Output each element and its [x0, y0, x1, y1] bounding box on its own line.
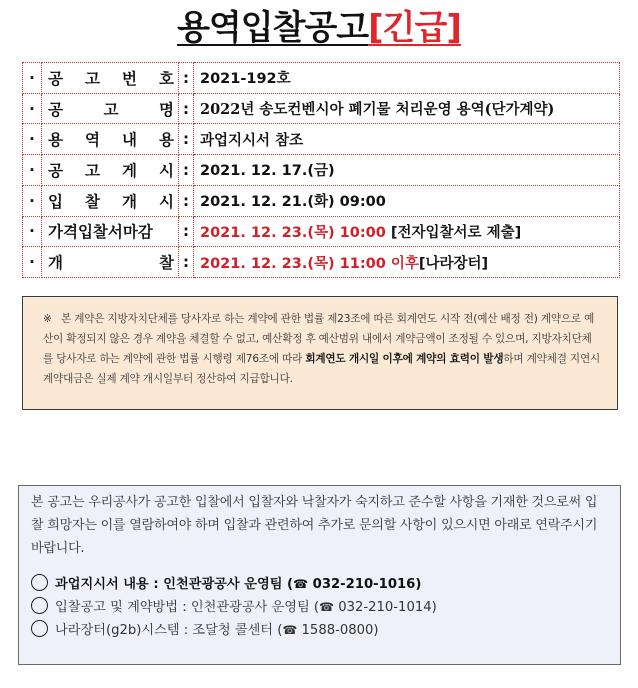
row-bullet: ·: [23, 247, 42, 278]
bid-info-table: [22, 62, 620, 278]
page-title: [0, 6, 638, 50]
row-bullet: ·: [23, 63, 42, 94]
row-value-bid-opening: [194, 247, 620, 278]
contact-info-box: [18, 485, 621, 665]
row-label-price-bid-deadline: 가격입찰서마감: [48, 223, 153, 242]
title-urgent-badge: [긴급]: [368, 8, 461, 48]
reference-mark-icon: ※: [43, 313, 52, 325]
row-label-notice-name: 공 고 명: [48, 100, 174, 119]
contact-line-g2b-system: [31, 619, 608, 642]
notice-text-b: 하며 계약체결 지연시 계약대금은 실제 계약 개시일부터 정산하여 지급합니다.: [43, 353, 601, 385]
contact-line-task-order: [31, 573, 608, 596]
row-bullet: ·: [23, 124, 42, 155]
contact-line-text: 과업지시서 내용 : 인천관광공사 운영팀 (: [55, 577, 294, 592]
row-colon: :: [179, 247, 194, 278]
row-value-price-bid-deadline: [194, 216, 620, 247]
row-label-bid-opening: 개 찰: [48, 254, 174, 273]
notice-text-a: 본 계약은 지방자치단체를 당사자로 하는 계약에 관한 법률 제23조에 따른 회계연도 시작 전(예산 배정 전) 계약으로 예산이 확정되지 않은 경우 계약을 체결할 수 없고, 예산확정 후 예산범위 내에서 계약금액이 조정될 수 있으며, 지방자치단체를 당사자로 하는 계약에 관한 법률 시행령 제76조에 따라: [43, 313, 595, 365]
table-row: [23, 93, 620, 124]
deadline-datetime: 2021. 12. 23.(목) 10:00: [200, 224, 386, 241]
row-bullet: ·: [23, 155, 42, 186]
contact-line-text: 나라장터(g2b)시스템 : 조달청 콜센터 (: [55, 623, 283, 638]
row-colon: :: [179, 216, 194, 247]
contract-notice-box: [22, 296, 618, 410]
table-row: [23, 185, 620, 216]
opening-note: [나라장터]: [418, 255, 489, 272]
contact-line-bid-method: [31, 596, 608, 619]
phone-icon: ☎: [293, 577, 309, 591]
table-row: [23, 155, 620, 186]
row-colon: :: [179, 93, 194, 124]
table-row: [23, 247, 620, 278]
row-label-service-content: 용 역 내 용: [48, 131, 174, 150]
row-colon: :: [179, 63, 194, 94]
row-value-service-content: 과업지시서 참조: [194, 124, 620, 155]
row-bullet: ·: [23, 93, 42, 124]
row-value-notice-name: 2022년 송도컨벤시아 폐기물 처리운영 용역(단가계약): [194, 93, 620, 124]
row-value-bid-start: 2021. 12. 21.(화) 09:00: [194, 185, 620, 216]
row-colon: :: [179, 124, 194, 155]
row-value-notice-number: 2021-192호: [194, 63, 620, 94]
row-bullet: ·: [23, 185, 42, 216]
contact-phone: 1588-0800): [301, 623, 379, 638]
row-colon: :: [179, 155, 194, 186]
row-colon: :: [179, 185, 194, 216]
phone-icon: ☎: [319, 600, 334, 614]
row-label-bid-start: 입 찰 개 시: [48, 192, 174, 211]
contact-intro: 본 공고는 우리공사가 공고한 입찰에서 입찰자와 낙찰자가 숙지하고 준수할 사항을 기재한 것으로써 입찰 희망자는 이를 열람하여야 하며 입찰과 관련하여 추가로 문의할 사항이 있으시면 아래로 연락주시기 바랍니다.: [31, 495, 598, 556]
opening-datetime: 2021. 12. 23.(목) 11:00 이후: [200, 255, 419, 272]
deadline-note: [전자입찰서로 제출]: [385, 224, 522, 241]
circle-bullet-icon: [31, 574, 48, 591]
row-bullet: ·: [23, 216, 42, 247]
title-main: 용역입찰공고: [177, 8, 369, 48]
row-label-notice-number: 공 고 번 호: [48, 69, 174, 88]
contact-phone: 032-210-1014): [338, 600, 437, 615]
row-value-posting-date: 2021. 12. 17.(금): [194, 155, 620, 186]
contact-phone: 032-210-1016): [312, 577, 422, 592]
phone-icon: ☎: [282, 623, 298, 637]
row-label-posting-date: 공 고 게 시: [48, 161, 174, 180]
notice-text-bold: 회계연도 개시일 이후에 계약의 효력이 발생: [305, 353, 504, 365]
table-row: [23, 63, 620, 94]
circle-bullet-icon: [31, 620, 48, 637]
circle-bullet-icon: [31, 597, 48, 614]
table-row: [23, 216, 620, 247]
table-row: [23, 124, 620, 155]
contact-line-text: 입찰공고 및 계약방법 : 인천관광공사 운영팀 (: [55, 600, 320, 615]
